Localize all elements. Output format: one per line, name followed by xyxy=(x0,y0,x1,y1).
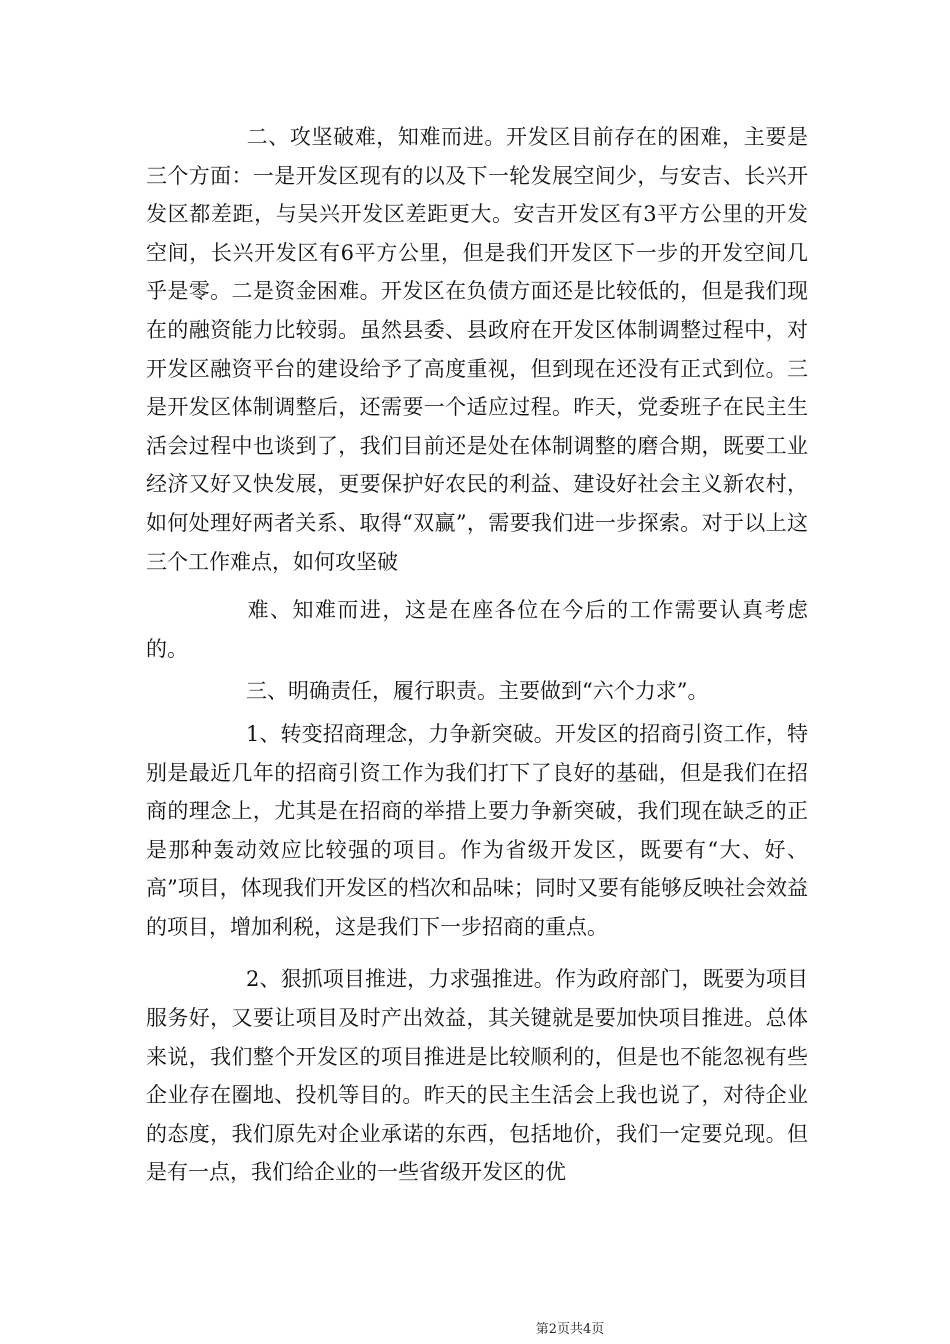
paragraph-project-advancement xyxy=(146,960,808,1192)
paragraph-text: 2、狠抓项目推进，力求强推进。作为政府部门，既要为项目服务好，又要让项目及时产出效益，其关键就是要加快项目推进。总体来说，我们整个开发区的项目推进是比较顺利的，但是也不能忽视有些企业存在圈地、投机等目的。昨天的民主生活会上我也说了，对待企业的态度，我们原先对企业承诺的东西，包括地价，我们一定要兑现。但是有一点，我们给企业的一些省级开发区的优 xyxy=(146,967,808,1185)
paragraph-responsibilities xyxy=(146,672,808,711)
paragraph-investment-concept xyxy=(146,715,808,947)
document-body xyxy=(146,118,808,1192)
paragraph-difficulties xyxy=(146,118,808,581)
paragraph-text: 难、知难而进，这是在座各位在今后的工作需要认真考虑的。 xyxy=(146,598,808,661)
paragraph-text: 1、转变招商理念，力争新突破。开发区的招商引资工作，特别是最近几年的招商引资工作为我们打下了良好的基础，但是我们在招商的理念上，尤其是在招商的举措上要力争新突破，我们现在缺乏的正是那种轰动效应比较强的项目。作为省级开发区，既要有“大、好、高”项目，体现我们开发区的档次和品味；同时又要有能够反映社会效益的项目，增加利税，这是我们下一步招商的重点。 xyxy=(146,721,808,939)
paragraph-text: 二、攻坚破难，知难而进。开发区目前存在的困难，主要是三个方面：一是开发区现有的以及下一轮发展空间少，与安吉、长兴开发区都差距，与吴兴开发区差距更大。安吉开发区有3平方公里的开发空间，长兴开发区有6平方公里，但是我们开发区下一步的开发空间几乎是零。二是资金困难。开发区在负债方面还是比较低的，但是我们现在的融资能力比较弱。虽然县委、县政府在开发区体制调整过程中，对开发区融资平台的建设给予了高度重视，但到现在还没有正式到位。三是开发区体制调整后，还需要一个适应过程。昨天，党委班子在民主生活会过程中也谈到了，我们目前还是处在体制调整的磨合期，既要工业经济又好又快发展，更要保护好农民的利益、建设好社会主义新农村，如何处理好两者关系、取得“双赢”，需要我们进一步探索。对于以上这三个工作难点，如何攻坚破 xyxy=(146,125,808,574)
page-number-footer: 第2页共4页 xyxy=(535,1322,605,1337)
paragraph-text: 三、明确责任，履行职责。主要做到“六个力求”。 xyxy=(246,679,709,704)
paragraph-difficulties-continued xyxy=(146,591,808,668)
